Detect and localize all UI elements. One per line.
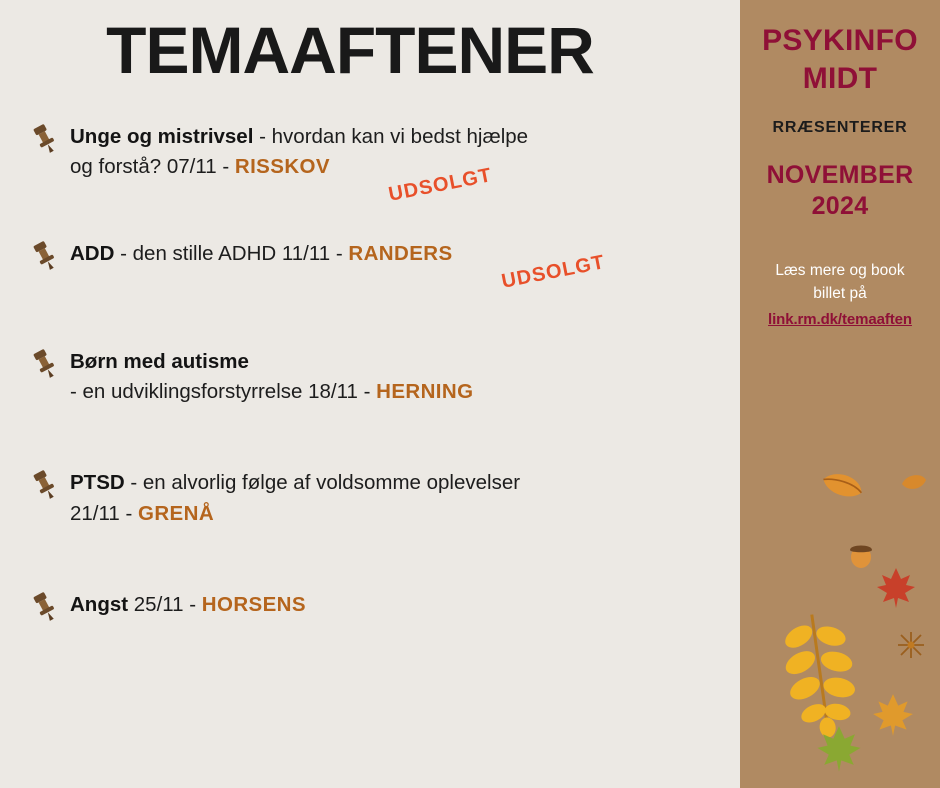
maple-leaf-icon — [872, 692, 914, 743]
event-subtitle: - den stille ADHD 11/11 - — [114, 242, 349, 266]
page-title: TEMAAFTENER — [106, 13, 594, 87]
list-item — [26, 122, 740, 206]
event-date-text: 21/11 - — [70, 501, 138, 525]
event-city: HERNING — [376, 380, 474, 404]
event-line-2 — [70, 499, 740, 528]
pushpin-icon — [28, 468, 62, 502]
seed-pod-icon — [896, 630, 926, 665]
list-item — [26, 590, 740, 636]
event-title: PTSD — [70, 471, 125, 495]
event-city: HORSENS — [201, 592, 306, 616]
event-title: Angst — [70, 592, 129, 616]
booking-line-1: Læs mere og book — [775, 261, 905, 279]
pushpin-icon — [28, 239, 62, 273]
event-line-1 — [70, 590, 740, 619]
maple-leaf-icon — [816, 724, 862, 779]
event-line-2 — [70, 152, 740, 181]
brand-line-1: PSYKINFO — [762, 24, 918, 57]
event-city: RISSKOV — [234, 155, 330, 179]
event-title: Børn med autisme — [70, 350, 249, 374]
list-item — [26, 239, 740, 294]
year-label: 2024 — [811, 191, 869, 220]
pushpin-icon — [28, 347, 62, 381]
list-item — [26, 468, 740, 527]
event-date-text: og forstå? 07/11 - — [70, 155, 235, 179]
acorn-icon — [844, 536, 878, 575]
list-item — [26, 347, 740, 406]
event-line-1 — [70, 239, 740, 268]
compound-leaf-icon — [772, 608, 868, 743]
maple-leaf-icon — [876, 566, 916, 615]
leaf-icon — [900, 470, 928, 501]
event-city: RANDERS — [348, 242, 453, 266]
pushpin-icon — [28, 590, 62, 624]
event-date-text: - en udviklingsforstyrrelse 18/11 - — [70, 380, 377, 404]
event-title: Unge og mistrivsel — [70, 125, 254, 148]
presents-label: RRÆSENTERER — [772, 119, 908, 136]
event-line-1 — [70, 122, 740, 151]
booking-link[interactable]: link.rm.dk/temaaften — [768, 311, 912, 328]
leaf-icon — [818, 466, 866, 513]
event-line-1 — [70, 347, 740, 376]
event-title: ADD — [70, 242, 115, 266]
event-line-2 — [70, 377, 740, 406]
status-badge: UDSOLGT — [499, 251, 607, 294]
event-subtitle: 25/11 - — [128, 592, 202, 616]
status-badge: UDSOLGT — [386, 164, 494, 206]
booking-info — [740, 259, 940, 332]
event-subtitle: - en alvorlig følge af voldsomme oplevelser — [124, 471, 521, 495]
booking-line-2: billet på — [813, 284, 867, 302]
event-city: GRENÅ — [138, 501, 215, 525]
events-list — [0, 122, 740, 636]
brand-name — [740, 22, 940, 97]
month-label: NOVEMBER — [766, 161, 914, 189]
event-subtitle: - hvordan kan vi bedst hjælpe — [253, 125, 529, 148]
poster-sidebar — [740, 0, 940, 788]
brand-line-2: MIDT — [802, 61, 878, 95]
pushpin-icon — [28, 122, 62, 156]
event-line-1 — [70, 468, 740, 497]
